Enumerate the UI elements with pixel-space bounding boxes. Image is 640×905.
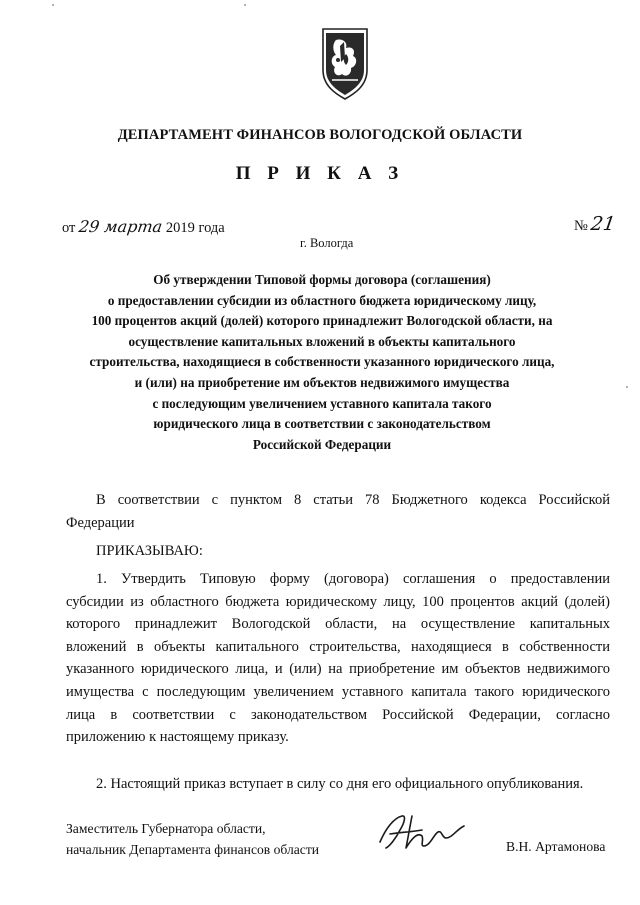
item-1-line: лица в соответствии с законодательством Российской Федерации, согласно [66,706,610,723]
item-1-line: субсидии из областного бюджета юридическому лицу, 100 процентов акций (долей) [66,593,610,610]
number-handwritten: 21 [589,213,618,235]
date-prefix: от [62,220,76,236]
item-2-text: 2. Настоящий приказ вступает в силу со дня его официального опубликования. [96,776,584,792]
subject-line: 100 процентов акций (долей) которого принадлежит Вологодской области, на [91,313,553,329]
preamble-line: В соответствии с пунктом 8 статьи 78 Бюджетного кодекса Российской [96,492,610,508]
signatory-position-line: Заместитель Губернатора области, [66,821,266,836]
department-heading: ДЕПАРТАМЕНТ ФИНАНСОВ ВОЛОГОДСКОЙ ОБЛАСТИ [117,127,523,143]
number-prefix: № [574,218,588,234]
document-type-title: П Р И К А З [235,163,405,184]
item-1 [66,568,610,749]
item-1-line: указанного юридического лица, и (или) на приобретение им объектов недвижимого [66,661,610,678]
signatory-position-line: начальник Департамента финансов области [66,842,320,857]
item-2 [66,773,610,796]
subject-line: юридического лица в соответствии с законодательством [153,416,491,432]
date-handwritten: 29 марта [77,217,164,236]
preamble-line: Федерации [66,514,135,531]
subject-line: строительства, находящиеся в собственности указанного юридического лица, [89,354,555,370]
scan-speck [52,4,54,6]
order-subject [66,270,578,455]
order-word-text: ПРИКАЗЫВАЮ: [96,543,203,559]
order-date [62,217,225,237]
subject-line: с последующим увеличением уставного капитала такого [152,395,492,411]
item-1-line: вложений в объекты капитального строительства, находящиеся в собственности [66,638,610,655]
handwritten-signature-icon [372,808,472,858]
item-1-line: приложению к настоящему приказу. [66,729,289,746]
subject-line: о предоставлении субсидии из областного бюджета юридическому лицу, [107,292,537,308]
item-1-line: 1. Утвердить Типовую форму (договора) соглашения о предоставлении [96,571,610,587]
order-number [574,213,616,235]
date-suffix: 2019 года [165,220,225,236]
subject-line: осуществление капитальных вложений в объекты капитального [128,333,516,349]
scan-speck [626,386,628,388]
subject-line: Об утверждении Типовой формы договора (соглашения) [153,272,491,287]
item-1-line: имущества с последующим увеличением уставного капитала такого юридического [66,683,610,700]
preamble [66,489,610,534]
signatory-name: В.Н. Артамонова [506,839,606,854]
scan-speck [244,4,246,6]
item-1-line: которого принадлежит Вологодской области, на осуществление капитальных [66,616,610,633]
city: г. Вологда [300,236,354,250]
subject-line: Российской Федерации [252,436,392,452]
order-word [66,540,610,563]
subject-line: и (или) на приобретение им объектов недвижимого имущества [134,374,510,390]
signatory-position [66,818,319,860]
coat-of-arms-icon [322,28,368,100]
